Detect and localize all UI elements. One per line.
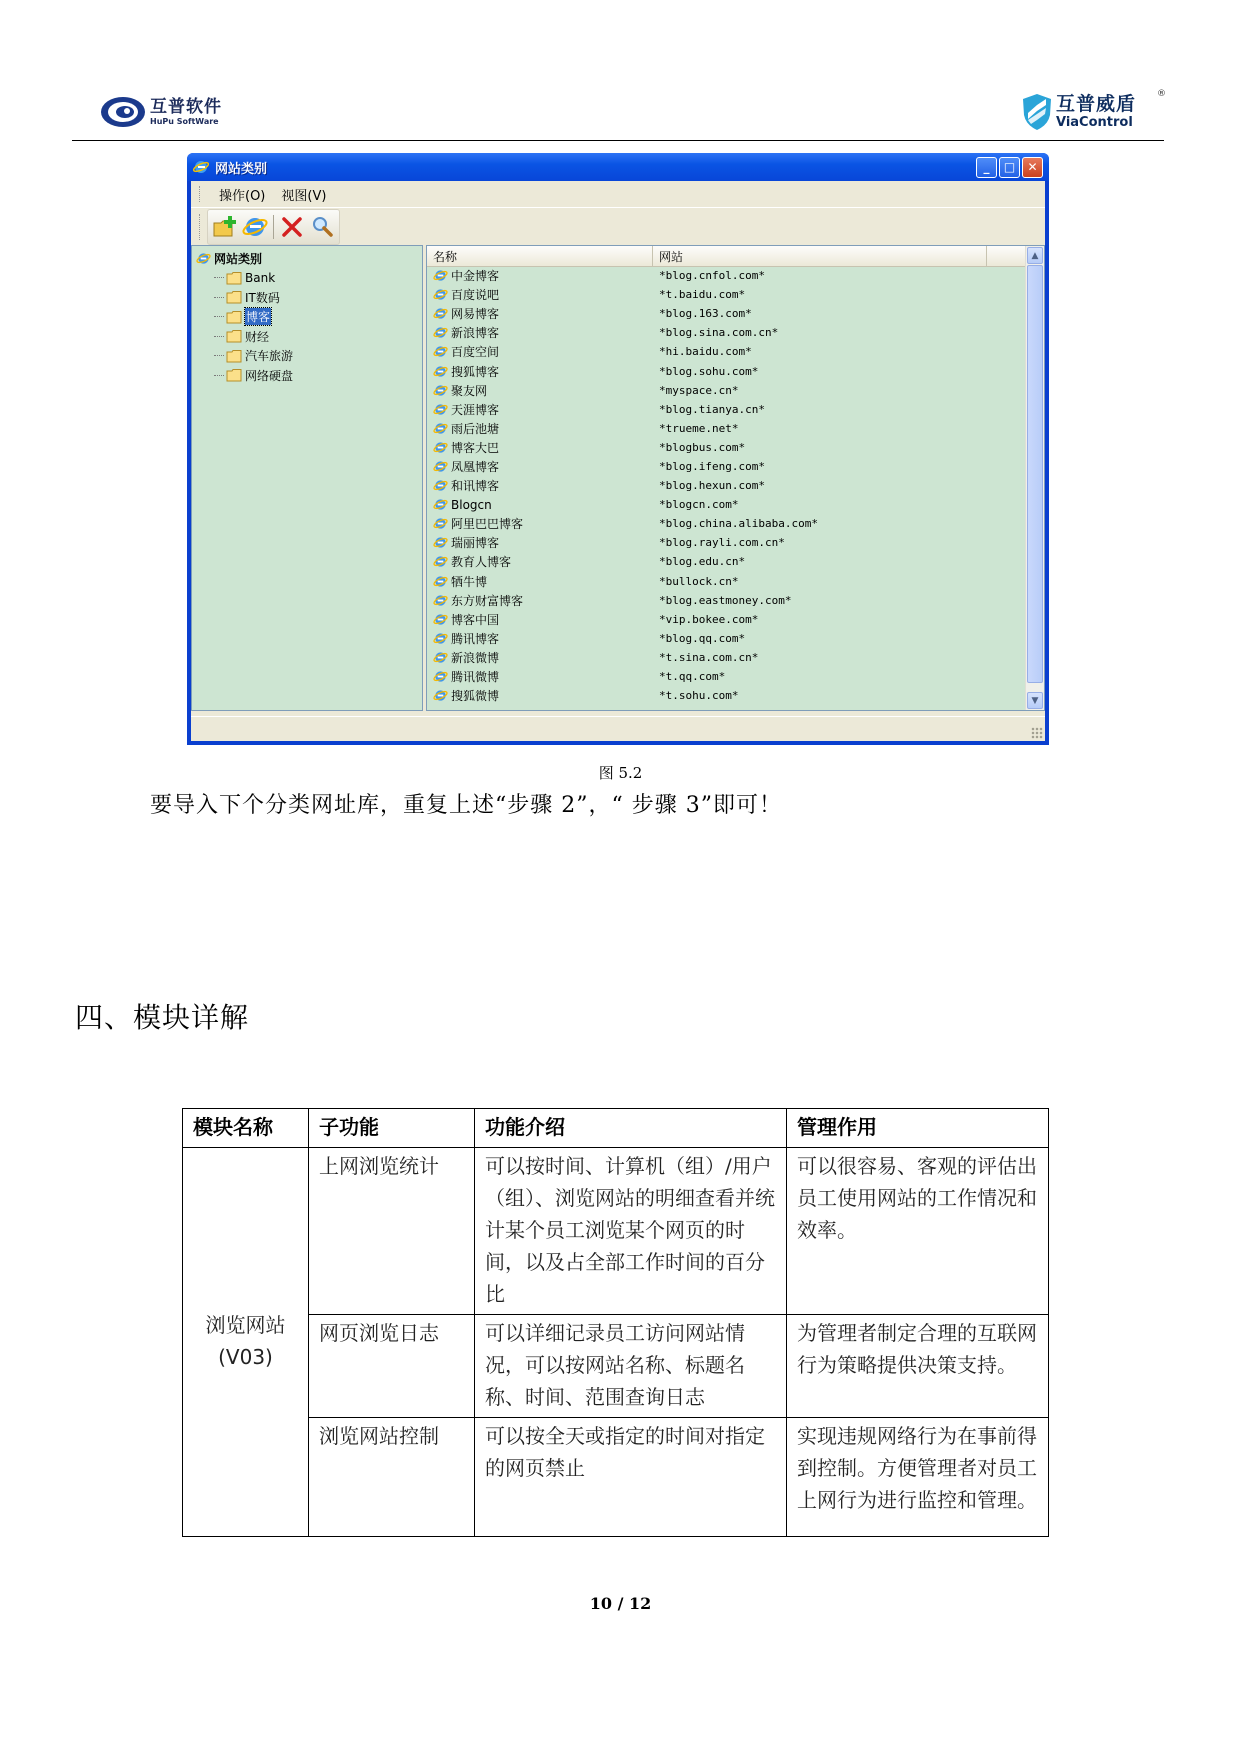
tree-item[interactable] (214, 327, 418, 347)
list-item-site: *vip.bokee.com* (659, 612, 759, 626)
tree-item[interactable] (214, 346, 418, 366)
list-item-site: *blogbus.com* (659, 440, 746, 454)
list-item-site: *t.sohu.com* (659, 689, 739, 703)
list-item-name (427, 401, 653, 418)
list-item-site: *blog.cnfol.com* (659, 269, 765, 283)
tree-item-label: 博客 (246, 310, 271, 325)
list-item-name (427, 363, 653, 380)
ie-icon (433, 421, 448, 436)
list-item-name-text: 和讯博客 (451, 479, 500, 494)
list-item-name-text: 聚友网 (451, 383, 488, 398)
list-item[interactable] (427, 514, 1025, 533)
folder-icon (226, 271, 242, 285)
delete-button[interactable] (277, 212, 307, 242)
tree-connector (214, 336, 224, 337)
list-item-name-text: Blogcn (451, 497, 492, 512)
list-item-name-text: 雨后池塘 (451, 421, 500, 436)
role-cell: 为管理者制定合理的互联网行为策略提供决策支持。 (787, 1315, 1049, 1418)
window-titlebar[interactable] (187, 153, 1049, 181)
search-button[interactable] (307, 212, 337, 242)
list-item-name-text: 瑞丽博客 (451, 536, 500, 551)
tree-connector (214, 375, 224, 376)
sub-function-cell: 上网浏览统计 (309, 1148, 475, 1315)
tree-item[interactable] (214, 288, 418, 308)
role-cell: 可以很容易、客观的评估出员工使用网站的工作情况和效率。 (787, 1148, 1049, 1315)
shield-icon (1022, 93, 1052, 131)
list-item-site: *blogcn.com* (659, 498, 739, 512)
ie-icon (433, 669, 448, 684)
list-item-name (427, 439, 653, 456)
folder-icon (226, 349, 242, 363)
list-item[interactable] (427, 266, 1025, 285)
list-item-name (427, 534, 653, 551)
tree-connector (214, 297, 224, 298)
list-item-site: *t.baidu.com* (659, 288, 746, 302)
list-item-name-text: 阿里巴巴博客 (451, 517, 524, 532)
list-item-name (427, 267, 653, 284)
sub-function-cell: 浏览网站控制 (309, 1418, 475, 1537)
list-item[interactable] (427, 476, 1025, 495)
header-sub-function: 子功能 (309, 1109, 475, 1148)
list-item-name-text: 搜狐博客 (451, 364, 500, 379)
list-item-site: *blog.rayli.com.cn* (659, 536, 785, 550)
list-item-name-text: 百度说吧 (451, 288, 500, 303)
ie-icon (433, 497, 448, 512)
maximize-button[interactable]: □ (999, 157, 1020, 178)
list-item-site: *blog.china.alibaba.com* (659, 517, 818, 531)
tree-connector (214, 355, 224, 356)
list-item-name-text: 天涯博客 (451, 402, 500, 417)
module-code: (V03) (218, 1345, 273, 1369)
list-item[interactable] (427, 285, 1025, 304)
list-item-name-text: 网易博客 (451, 307, 500, 322)
list-item-site: *blog.hexun.com* (659, 479, 765, 493)
table-row (183, 1315, 1049, 1418)
scroll-up-button[interactable]: ▲ (1027, 247, 1043, 264)
window-client-area (191, 181, 1045, 741)
table-row (183, 1418, 1049, 1537)
tree-item[interactable] (214, 366, 418, 386)
header-module-name: 模块名称 (183, 1109, 309, 1148)
scroll-down-button[interactable]: ▼ (1027, 692, 1043, 709)
list-item-name (427, 668, 653, 685)
list-item-name (427, 649, 653, 666)
resize-grip[interactable] (1031, 727, 1043, 739)
list-item-name-text: 新浪博客 (451, 326, 500, 341)
hupu-swirl-icon (100, 96, 146, 128)
description-cell: 可以按时间、计算机（组）/用户（组）、浏览网站的明细查看并统计某个员工浏览某个网页的时间，以及占全部工作时间的百分比 (475, 1148, 787, 1315)
toolbar-button-group (207, 209, 340, 245)
menu-view[interactable]: 视图(V) (281, 188, 327, 204)
ie-icon (433, 554, 448, 569)
list-item-site: *blog.edu.cn* (659, 555, 746, 569)
table-row (183, 1148, 1049, 1315)
ie-icon (433, 287, 448, 302)
scroll-thumb[interactable] (1027, 265, 1043, 683)
table-header-row (183, 1109, 1049, 1148)
menubar-grip (199, 186, 203, 202)
list-item[interactable] (427, 304, 1025, 323)
list-item-name (427, 286, 653, 303)
list-item-name (427, 497, 653, 512)
list-item-name (427, 573, 653, 590)
list-item[interactable] (427, 457, 1025, 476)
list-item-site: *blog.tianya.cn* (659, 402, 765, 416)
list-item[interactable] (427, 648, 1025, 667)
list-item[interactable] (427, 438, 1025, 457)
tree-connector (214, 316, 224, 317)
ie-icon (433, 478, 448, 493)
menu-operation[interactable]: 操作(O) (219, 188, 266, 204)
tree-item-label: 网络硬盘 (245, 368, 294, 383)
list-item-name-text: 新浪微博 (451, 650, 500, 665)
list-item-name (427, 477, 653, 494)
ie-icon (433, 535, 448, 550)
ie-icon (433, 268, 448, 283)
description-cell: 可以按全天或指定的时间对指定的网页禁止 (475, 1418, 787, 1537)
list-item-name-text: 百度空间 (451, 345, 500, 360)
close-button[interactable]: ✕ (1022, 157, 1043, 178)
category-tree (191, 245, 423, 711)
ie-icon (433, 344, 448, 359)
ie-icon (433, 631, 448, 646)
list-item[interactable] (427, 686, 1025, 705)
toolbar-separator (273, 215, 274, 239)
tree-root-label: 网站类别 (214, 251, 263, 266)
ie-icon (433, 612, 448, 627)
section-title: 四、模块详解 (75, 1001, 250, 1034)
description-cell: 可以详细记录员工访问网站情况，可以按网站名称、标题名称、时间、范围查询日志 (475, 1315, 787, 1418)
header-function-intro: 功能介绍 (475, 1109, 787, 1148)
list-header (427, 246, 1044, 267)
list-item[interactable] (427, 419, 1025, 438)
header-divider (72, 140, 1164, 141)
figure-caption: 图 5.2 (598, 764, 643, 782)
list-item-name (427, 305, 653, 322)
list-item-name-text: 凤凰博客 (451, 459, 500, 474)
list-item-site: *t.qq.com* (659, 670, 726, 684)
split-panes (191, 245, 1045, 711)
list-item[interactable] (427, 495, 1025, 514)
list-item-site: *blog.sina.com.cn* (659, 326, 779, 340)
hupu-logo-cn: 互普软件 (150, 96, 222, 117)
list-item[interactable] (427, 323, 1025, 342)
hupu-logo-en: HuPu SoftWare (150, 116, 219, 126)
new-folder-icon (212, 215, 238, 239)
hupu-software-logo (100, 96, 222, 128)
module-name: 浏览网站 (205, 1313, 286, 1337)
tree-item-label: 财经 (245, 329, 270, 344)
tree-items (196, 268, 418, 385)
website-category-window (187, 153, 1049, 745)
viacontrol-logo-cn: 互普威盾 (1056, 93, 1137, 115)
list-item-name-text: 博客中国 (451, 612, 500, 627)
list-item-name-text: 教育人博客 (451, 555, 512, 570)
viacontrol-logo (1022, 89, 1166, 131)
list-item-site: *blog.qq.com* (659, 631, 746, 645)
tree-item[interactable] (214, 268, 418, 288)
ie-icon (433, 383, 448, 398)
list-item-site: *bullock.cn* (659, 574, 739, 588)
ie-icon (433, 688, 448, 703)
list-item-site: *blog.eastmoney.com* (659, 593, 792, 607)
ie-icon (433, 650, 448, 665)
ie-icon (433, 325, 448, 340)
ie-icon (433, 402, 448, 417)
tree-root[interactable] (196, 248, 418, 268)
list-item-name-text: 腾讯博客 (451, 631, 500, 646)
new-category-button[interactable] (210, 212, 240, 242)
list-item-name-text: 搜狐微博 (451, 689, 500, 704)
list-item-site: *blog.ifeng.com* (659, 459, 765, 473)
list-item-name-text: 腾讯微博 (451, 670, 500, 685)
ie-icon (193, 159, 209, 175)
ie-icon (433, 440, 448, 455)
list-item-site: *hi.baidu.com* (659, 345, 752, 359)
tree-item-label: Bank (245, 270, 276, 285)
list-item-name (427, 343, 653, 360)
list-item[interactable] (427, 400, 1025, 419)
website-list (426, 245, 1045, 711)
list-item-name (427, 592, 653, 609)
header-management-role: 管理作用 (787, 1109, 1049, 1148)
list-rows (427, 266, 1025, 705)
list-item-site: *blog.sohu.com* (659, 364, 759, 378)
list-item[interactable] (427, 361, 1025, 380)
list-item-name-text: 中金博客 (451, 269, 500, 284)
toolbar (191, 208, 1045, 246)
list-item[interactable] (427, 629, 1025, 648)
sub-function-cell: 网页浏览日志 (309, 1315, 475, 1418)
viacontrol-logo-en: ViaControl (1056, 115, 1133, 130)
folder-icon (226, 329, 242, 343)
ie-icon (433, 516, 448, 531)
column-header-site[interactable]: 网站 (653, 246, 987, 266)
list-item-name (427, 630, 653, 647)
delete-icon (280, 215, 304, 239)
list-item-site: *t.sina.com.cn* (659, 650, 759, 664)
tree-connector (214, 277, 224, 278)
list-item-name-text: 牺牛博 (451, 574, 488, 589)
list-item-site: *blog.163.com* (659, 307, 752, 321)
column-header-name[interactable]: 名称 (427, 246, 653, 266)
list-item-name (427, 458, 653, 475)
list-item-name (427, 420, 653, 437)
list-item-name (427, 611, 653, 628)
import-instruction-paragraph: 要导入下个分类网址库，重复上述“步骤 2”，“ 步骤 3”即可！ (150, 793, 782, 818)
ie-icon (433, 459, 448, 474)
ie-icon (433, 574, 448, 589)
list-item-name-text: 博客大巴 (451, 440, 500, 455)
list-item-site: *trueme.net* (659, 421, 739, 435)
ie-icon (433, 306, 448, 321)
registered-mark: ® (1157, 89, 1166, 99)
list-item-site: *myspace.cn* (659, 383, 739, 397)
window-title: 网站类别 (215, 161, 268, 177)
module-table (182, 1108, 1049, 1537)
add-website-button[interactable] (240, 212, 270, 242)
status-bar (191, 716, 1045, 741)
ie-icon (433, 593, 448, 608)
list-item[interactable] (427, 591, 1025, 610)
ie-icon (196, 251, 211, 266)
list-item[interactable] (427, 572, 1025, 591)
list-item-name (427, 687, 653, 704)
list-item-name (427, 382, 653, 399)
list-item[interactable] (427, 533, 1025, 552)
tree-item-label: IT数码 (245, 290, 280, 305)
tree-item[interactable] (214, 307, 418, 327)
search-icon (310, 215, 334, 239)
list-item[interactable] (427, 610, 1025, 629)
vertical-scrollbar[interactable] (1025, 246, 1044, 710)
module-cell (183, 1148, 309, 1537)
toolbar-grip (199, 214, 203, 240)
list-item-name-text: 东方财富博客 (451, 593, 524, 608)
page-number: 10 / 12 (589, 1594, 652, 1613)
role-cell: 实现违规网络行为在事前得到控制。方便管理者对员工上网行为进行监控和管理。 (787, 1418, 1049, 1537)
list-item-name (427, 515, 653, 532)
list-item[interactable] (427, 552, 1025, 571)
folder-icon (226, 290, 242, 304)
list-item[interactable] (427, 667, 1025, 686)
folder-icon (226, 368, 242, 382)
ie-icon (242, 214, 268, 240)
menu-bar (191, 181, 1045, 208)
folder-icon (226, 310, 242, 324)
tree-item-label: 汽车旅游 (245, 349, 294, 364)
list-item[interactable] (427, 342, 1025, 361)
list-item-name (427, 553, 653, 570)
list-item-name (427, 324, 653, 341)
minimize-button[interactable]: _ (976, 157, 997, 178)
ie-icon (433, 364, 448, 379)
list-item[interactable] (427, 381, 1025, 400)
